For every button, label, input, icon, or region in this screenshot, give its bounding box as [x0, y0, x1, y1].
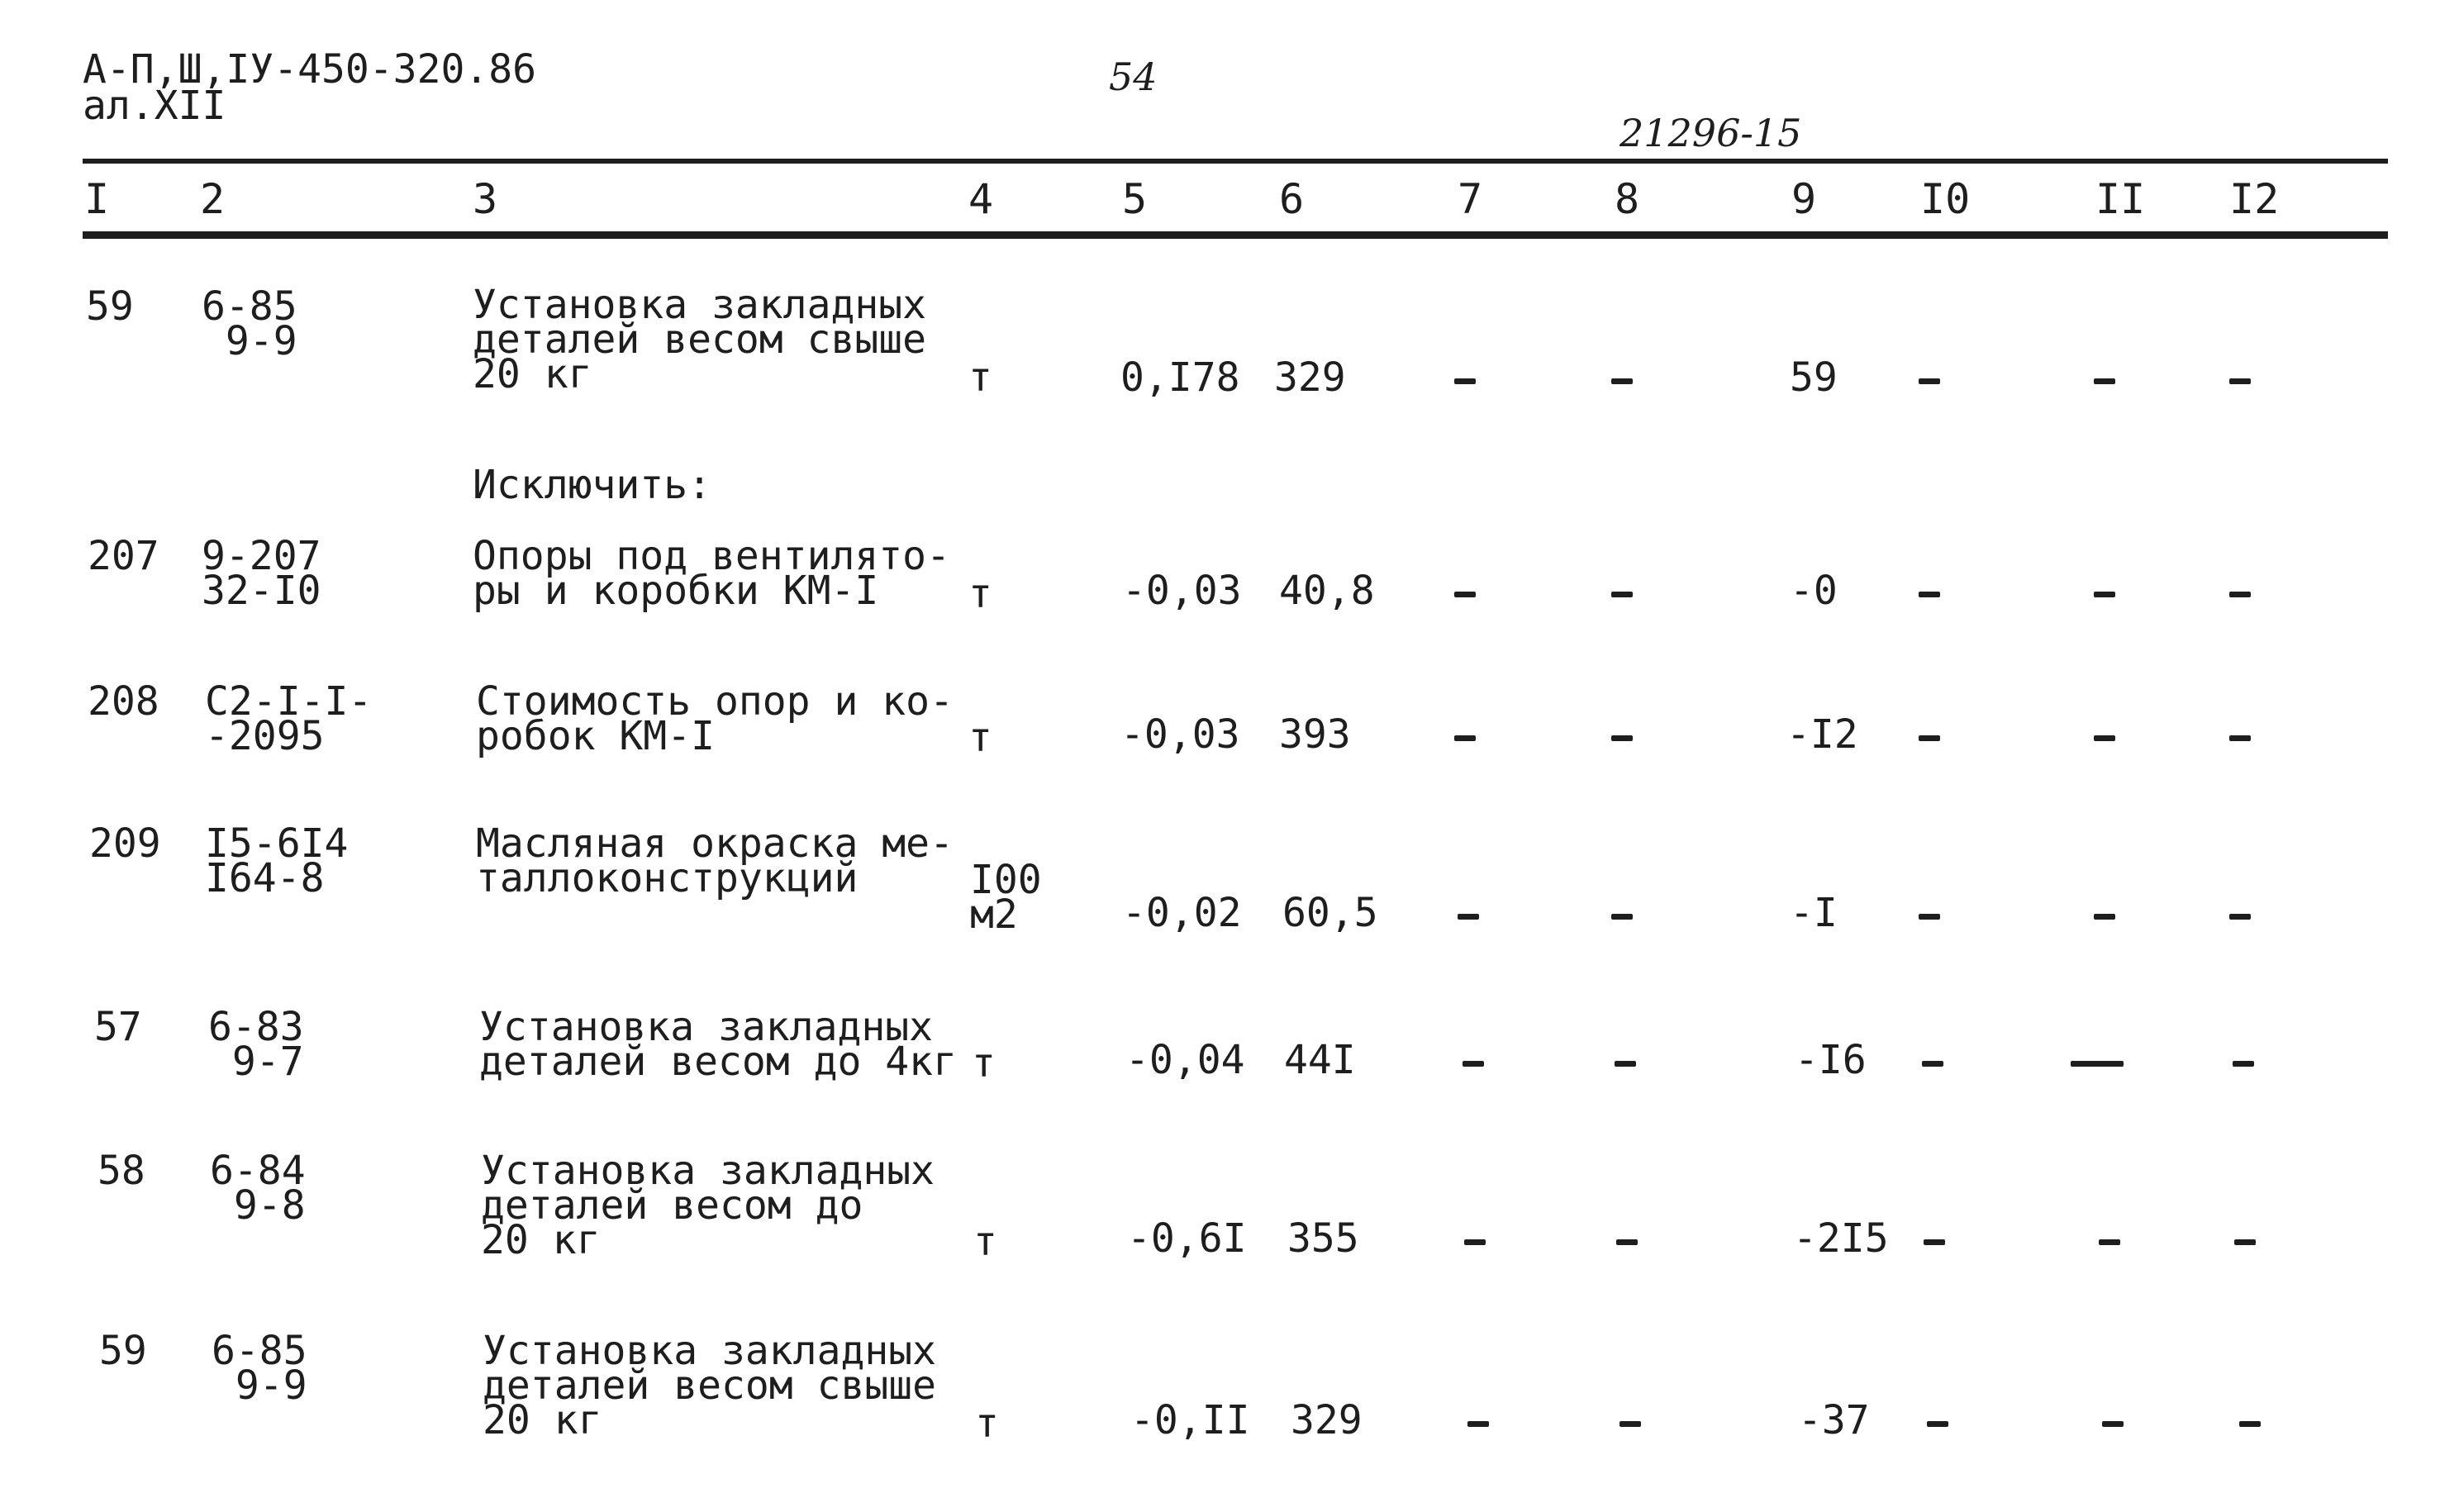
col12-dash	[2229, 735, 2251, 741]
column-number-7: 7	[1458, 175, 1483, 223]
row-number: 57	[94, 1004, 142, 1050]
unit-price: 329	[1274, 354, 1346, 401]
header-bottom-rule	[83, 231, 2388, 239]
col7-dash	[1454, 378, 1476, 384]
col9-value: -I	[1790, 890, 1838, 936]
work-description: Установка закладных деталей весом свыше 20 кг	[473, 282, 927, 397]
col12-dash	[2229, 378, 2251, 384]
work-description: Установка закладных деталей весом свыше 20 кг	[483, 1328, 937, 1443]
unit: т	[968, 354, 992, 401]
col9-value: 59	[1790, 354, 1838, 401]
unit-price: 355	[1287, 1215, 1359, 1262]
unit: т	[975, 1400, 999, 1447]
row-number: 207	[88, 533, 159, 579]
column-number-11: II	[2095, 175, 2146, 223]
col11-dash	[2102, 1421, 2124, 1427]
col12-dash	[2229, 592, 2251, 597]
unit: т	[968, 571, 992, 617]
row-number: 59	[99, 1328, 147, 1374]
col8-dash	[1611, 735, 1633, 741]
col12-dash	[2229, 914, 2251, 920]
col11-dash	[2094, 378, 2115, 384]
col9-value: -37	[1798, 1397, 1870, 1443]
norm-code: 6-84 9-8	[210, 1148, 306, 1229]
col12-dash	[2239, 1421, 2261, 1427]
col8-dash	[1620, 1421, 1641, 1427]
col7-dash	[1463, 1061, 1484, 1067]
col7-dash	[1458, 914, 1479, 920]
work-description: Установка закладных деталей весом до 20 кг	[481, 1148, 935, 1263]
exclude-label: Исключить:	[473, 462, 711, 508]
col7-dash	[1464, 1239, 1486, 1245]
col12-dash	[2234, 1239, 2256, 1245]
norm-code: 6-85 9-9	[212, 1328, 307, 1409]
col10-dash	[1919, 378, 1940, 384]
col10-dash	[1924, 1239, 1945, 1245]
work-description: Опоры под вентилято- ры и коробки КМ-I	[473, 533, 950, 614]
col10-dash	[1927, 1421, 1948, 1427]
col11-dash	[2094, 914, 2115, 920]
col8-dash	[1611, 914, 1633, 920]
quantity: -0,6I	[1127, 1215, 1247, 1262]
col10-dash	[1919, 735, 1940, 741]
col9-value: -0	[1790, 568, 1838, 614]
norm-code: I5-6I4 I64-8	[205, 820, 349, 901]
col11-dash	[2099, 1239, 2120, 1245]
column-number-6: 6	[1279, 175, 1305, 223]
quantity: -0,04	[1125, 1037, 1245, 1083]
column-number-1: I	[84, 175, 110, 223]
quantity: -0,II	[1130, 1397, 1250, 1443]
unit: I00 м2	[970, 857, 1042, 938]
col8-dash	[1611, 378, 1633, 384]
row-number: 208	[88, 678, 159, 725]
column-number-10: I0	[1920, 175, 1971, 223]
unit-price: 44I	[1284, 1037, 1356, 1083]
col10-dash	[1922, 1061, 1943, 1067]
col8-dash	[1611, 592, 1633, 597]
sheet-code: 21296-15	[1620, 111, 1802, 155]
column-number-9: 9	[1791, 175, 1817, 223]
quantity: 0,I78	[1120, 354, 1240, 401]
work-description: Масляная окраска ме- таллоконструкций	[476, 820, 954, 901]
quantity: -0,03	[1122, 568, 1242, 614]
work-description: Стоимость опор и ко- робок КМ-I	[476, 678, 954, 759]
album-label: ал.XII	[83, 83, 226, 129]
document-code: А-П,Ш,IУ-450-320.86	[83, 46, 537, 93]
row-number: 59	[86, 283, 134, 330]
col7-dash	[1454, 592, 1476, 597]
col7-dash	[1454, 735, 1476, 741]
col7-dash	[1467, 1421, 1489, 1427]
column-number-5: 5	[1122, 175, 1148, 223]
norm-code: С2-I-I- -2095	[205, 678, 373, 759]
header-top-rule	[83, 159, 2388, 164]
col11-dash	[2094, 735, 2115, 741]
page-number: 54	[1109, 55, 1158, 99]
column-number-12: I2	[2229, 175, 2280, 223]
col9-value: -2I5	[1793, 1215, 1889, 1262]
column-number-3: 3	[473, 175, 498, 223]
column-number-4: 4	[968, 175, 994, 223]
col11-dash	[2071, 1061, 2124, 1067]
quantity: -0,02	[1122, 890, 1242, 936]
unit-price: 40,8	[1279, 568, 1375, 614]
row-number: 58	[98, 1148, 145, 1194]
col9-value: -I2	[1786, 711, 1858, 758]
unit-price: 393	[1279, 711, 1351, 758]
col10-dash	[1919, 914, 1940, 920]
unit-price: 329	[1291, 1397, 1363, 1443]
col8-dash	[1615, 1061, 1636, 1067]
unit: т	[968, 715, 992, 761]
col8-dash	[1616, 1239, 1638, 1245]
norm-code: 6-85 9-9	[202, 283, 297, 364]
column-number-8: 8	[1615, 175, 1640, 223]
unit-price: 60,5	[1282, 890, 1378, 936]
work-description: Установка закладных деталей весом до 4кг	[479, 1004, 957, 1085]
row-number: 209	[89, 820, 161, 867]
quantity: -0,03	[1120, 711, 1240, 758]
norm-code: 9-207 32-I0	[202, 533, 321, 614]
col9-value: -I6	[1795, 1037, 1867, 1083]
col10-dash	[1919, 592, 1940, 597]
unit: т	[973, 1219, 997, 1265]
col12-dash	[2233, 1061, 2254, 1067]
column-number-2: 2	[200, 175, 226, 223]
col11-dash	[2094, 592, 2115, 597]
unit: т	[972, 1040, 996, 1086]
norm-code: 6-83 9-7	[208, 1004, 304, 1085]
